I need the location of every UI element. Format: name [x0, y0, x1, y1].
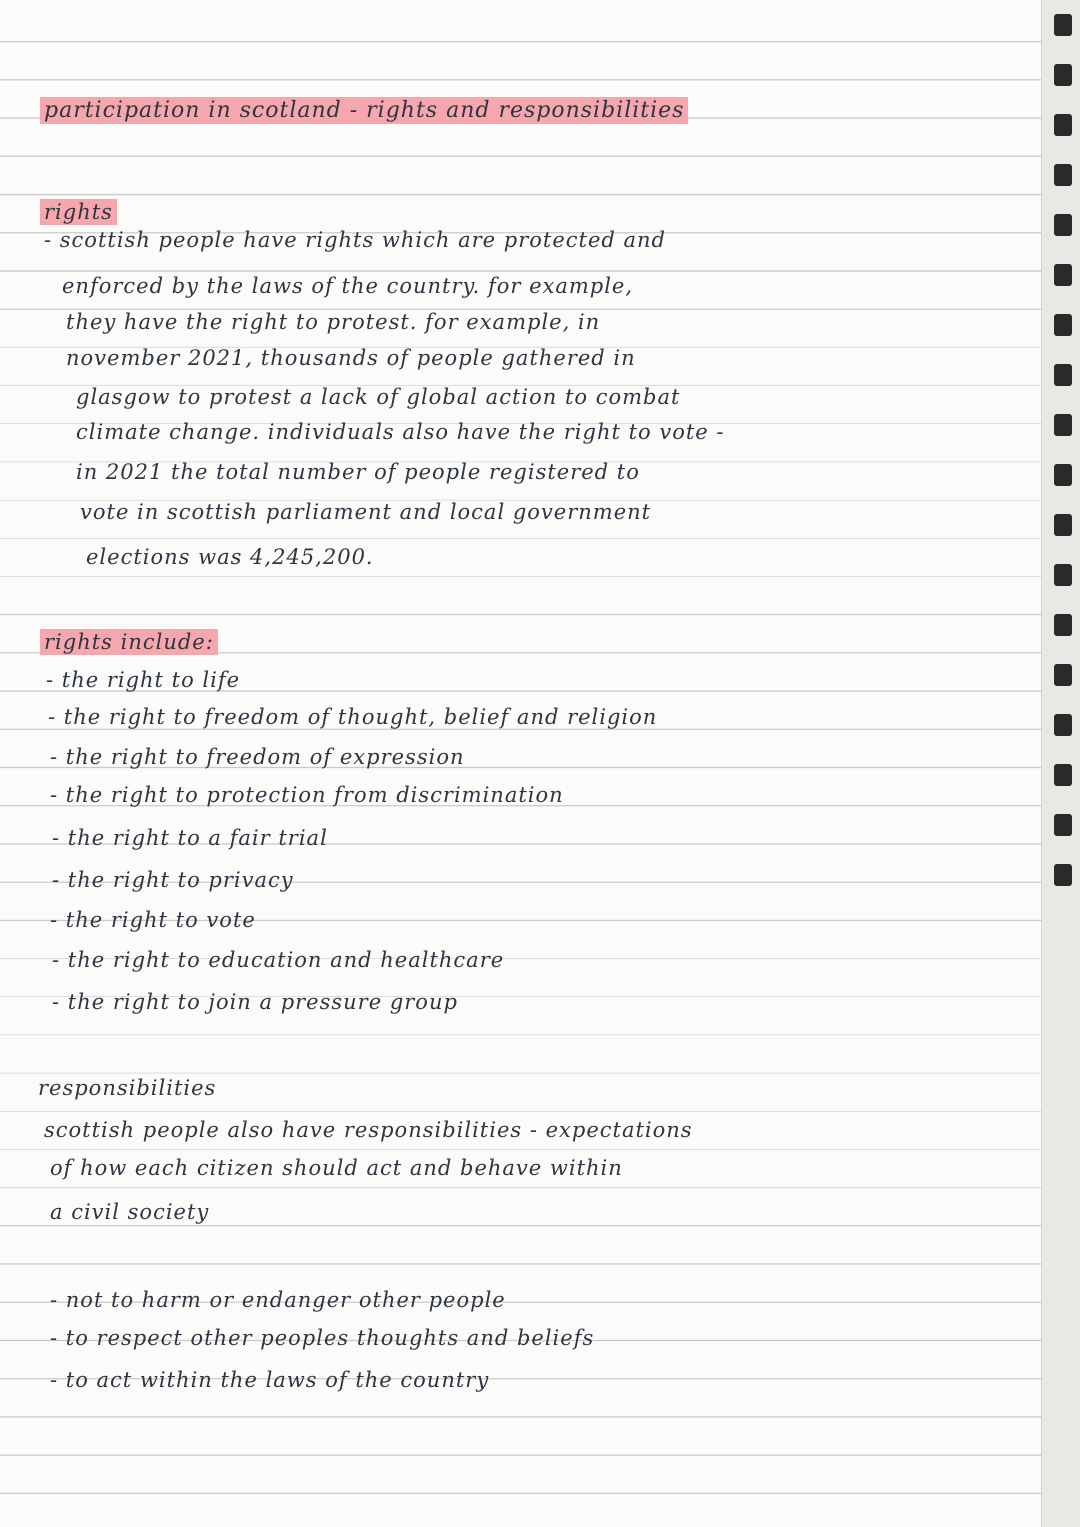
binding-hole: [1054, 14, 1072, 36]
rights-paragraph-line: in 2021 the total number of people registered to: [76, 460, 640, 484]
list-item: - the right to protection from discrimination: [50, 783, 564, 807]
list-item: - the right to freedom of expression: [50, 745, 465, 769]
responsibilities-heading: responsibilities: [38, 1076, 217, 1100]
binding-hole: [1054, 114, 1072, 136]
binding-hole: [1054, 264, 1072, 286]
binding-hole: [1054, 64, 1072, 86]
binding-hole: [1054, 714, 1072, 736]
binding-hole: [1054, 764, 1072, 786]
list-item: - the right to privacy: [52, 868, 294, 892]
spiral-binding: [1041, 0, 1080, 1527]
list-item: - the right to freedom of thought, belief and religion: [48, 705, 658, 729]
binding-hole: [1054, 564, 1072, 586]
rights-paragraph-line: elections was 4,245,200.: [86, 545, 374, 569]
rights-heading-text: rights: [40, 199, 117, 225]
binding-hole: [1054, 364, 1072, 386]
binding-hole: [1054, 864, 1072, 886]
binding-hole: [1054, 664, 1072, 686]
list-item: - not to harm or endanger other people: [50, 1288, 506, 1312]
rights-include-heading: [40, 630, 218, 654]
rights-paragraph-line: enforced by the laws of the country. for example,: [62, 274, 634, 298]
binding-hole: [1054, 614, 1072, 636]
binding-hole: [1054, 814, 1072, 836]
binding-hole: [1054, 464, 1072, 486]
binding-hole: [1054, 164, 1072, 186]
rights-paragraph-line: - scottish people have rights which are protected and: [44, 228, 666, 252]
list-item: - the right to join a pressure group: [52, 990, 458, 1014]
list-item: - the right to a fair trial: [52, 826, 328, 850]
rights-paragraph-line: november 2021, thousands of people gathered in: [66, 346, 636, 370]
page-title: [40, 98, 688, 123]
list-item: - the right to life: [46, 668, 241, 692]
binding-hole: [1054, 314, 1072, 336]
rights-paragraph-line: climate change. individuals also have the right to vote -: [76, 420, 725, 444]
rights-include-heading-text: rights include:: [40, 629, 218, 655]
rights-paragraph-line: vote in scottish parliament and local government: [80, 500, 652, 524]
rights-heading: [40, 200, 117, 224]
rights-paragraph-line: they have the right to protest. for example, in: [66, 310, 601, 334]
binding-hole: [1054, 514, 1072, 536]
binding-hole: [1054, 414, 1072, 436]
list-item: - to act within the laws of the country: [50, 1368, 490, 1392]
list-item: - the right to education and healthcare: [52, 948, 505, 972]
responsibilities-paragraph-line: scottish people also have responsibilities - expectations: [44, 1118, 693, 1142]
responsibilities-paragraph-line: of how each citizen should act and behave within: [50, 1156, 623, 1180]
responsibilities-paragraph-line: a civil society: [50, 1200, 210, 1224]
binding-hole: [1054, 214, 1072, 236]
rights-paragraph-line: glasgow to protest a lack of global action to combat: [76, 385, 681, 409]
list-item: - the right to vote: [50, 908, 256, 932]
list-item: - to respect other peoples thoughts and beliefs: [50, 1326, 595, 1350]
title-highlight: participation in scotland - rights and responsibilities: [40, 97, 688, 124]
